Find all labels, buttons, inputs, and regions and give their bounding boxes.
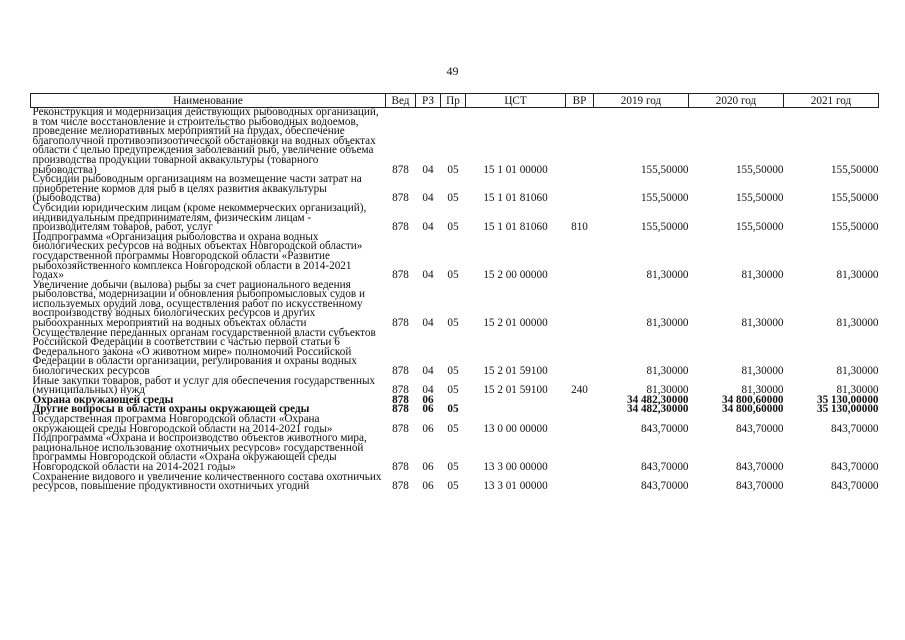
- row-cst: 15 2 00 00000: [483, 269, 548, 282]
- row-cst: 15 2 01 59100: [483, 384, 548, 397]
- row-pr: 05: [447, 460, 459, 473]
- row-cst: [466, 396, 566, 406]
- row-2019: 843,70000: [640, 460, 689, 473]
- row-ved: 878: [392, 422, 409, 435]
- row-ved: 878: [392, 480, 409, 493]
- row-2019: 843,70000: [640, 480, 689, 493]
- row-cst: 15 1 01 00000: [483, 163, 548, 176]
- row-rz: 04: [422, 221, 434, 234]
- row-pr: 05: [447, 403, 459, 416]
- row-vr: [566, 434, 594, 472]
- row-cst: 13 3 01 00000: [483, 480, 548, 493]
- row-2020: 843,70000: [735, 460, 784, 473]
- row-vr: [566, 415, 594, 434]
- row-2019: 34 482,30000: [626, 393, 689, 406]
- row-name: Реконструкция и модернизация действующих рыбоводных организаций, в том числе восстановление и строительство рыбоводных водоемов, проведение мелиоративных мероприятий на прудах, обеспечение благополучной противоэпизоотической обстановки на водных объектах области с целью предупреждения заболеваний рыб, увеличение объема производства продукции товарной аквакультуры (товарного рыбоводства): [32, 106, 379, 176]
- header-vr: ВР: [566, 94, 594, 108]
- row-cst: 13 0 00 00000: [483, 422, 548, 435]
- row-2021: 81,30000: [836, 365, 879, 378]
- row-2019: 81,30000: [646, 269, 689, 282]
- row-2020: 81,30000: [741, 269, 784, 282]
- row-2020: 81,30000: [741, 317, 784, 330]
- row-ved: 878: [392, 317, 409, 330]
- row-pr: 05: [447, 365, 459, 378]
- row-2020: 155,50000: [735, 163, 784, 176]
- row-vr: 240: [571, 384, 588, 397]
- row-2020: 843,70000: [735, 422, 784, 435]
- row-name: Государственная программа Новгородской области «Охрана окружающей среды Новгородской области на 2014-2021 годы»: [32, 413, 333, 435]
- header-2021: 2021 год: [784, 94, 879, 108]
- row-2020: 843,70000: [735, 480, 784, 493]
- row-rz: 06: [422, 480, 434, 493]
- table-row: [31, 377, 879, 396]
- row-pr: 05: [447, 317, 459, 330]
- header-rz: РЗ: [416, 94, 441, 108]
- row-ved: 878: [392, 365, 409, 378]
- row-2020: 155,50000: [735, 192, 784, 205]
- row-2021: 155,50000: [830, 163, 879, 176]
- row-ved: 878: [392, 221, 409, 234]
- header-2020: 2020 год: [689, 94, 784, 108]
- header-name: Наименование: [31, 94, 386, 108]
- row-cst: 15 2 01 00000: [483, 317, 548, 330]
- row-pr: 05: [447, 269, 459, 282]
- row-2020: 34 800,60000: [721, 403, 784, 416]
- row-2021: 843,70000: [830, 460, 879, 473]
- row-name: Иные закупки товаров, работ и услуг для обеспечения государственных (муниципальных) нужд: [32, 374, 376, 397]
- budget-table: [30, 93, 879, 492]
- table-row: [31, 175, 879, 204]
- table-row: [31, 329, 879, 377]
- row-cst: 15 1 01 81060: [483, 221, 548, 234]
- row-rz: 06: [422, 393, 434, 406]
- row-pr: 05: [447, 480, 459, 493]
- row-name: Подпрограмма «Охрана и воспроизводство объектов животного мира, рациональное использование охотничьих ресурсов» государственной программы Новгородской области «Охрана окружающей среды Новгородской области на 2014-2021 годы»: [32, 432, 367, 473]
- row-2020: 81,30000: [741, 365, 784, 378]
- row-vr: [566, 175, 594, 204]
- row-2019: 155,50000: [640, 221, 689, 234]
- row-rz: 04: [422, 269, 434, 282]
- row-2019: 843,70000: [640, 422, 689, 435]
- row-cst: 15 2 01 59100: [483, 365, 548, 378]
- table-row: [31, 281, 879, 329]
- row-vr: [566, 233, 594, 281]
- row-name: Охрана окружающей среды: [32, 393, 174, 406]
- header-ved: Вед: [386, 94, 416, 108]
- row-name: Другие вопросы в области охраны окружающей среды: [32, 403, 310, 416]
- row-name: Увеличение добычи (вылова) рыбы за счет рационального ведения рыболовства, модернизации и обновления рыбопромысловых судов и используемых орудий лова, осуществления работ по искусственному воспроизводству водных биологических ресурсов и других рыбоохранных мероприятий на водных объектах области: [32, 278, 366, 330]
- row-vr: 810: [571, 221, 588, 234]
- row-pr: 05: [447, 422, 459, 435]
- row-vr: [566, 281, 594, 329]
- row-pr: 05: [447, 163, 459, 176]
- row-rz: 06: [422, 403, 434, 416]
- row-vr: [566, 473, 594, 492]
- row-name: Субсидии юридическим лицам (кроме некоммерческих организаций), индивидуальным предпринимателям, физическим лицам - производителям товаров, работ, услуг: [32, 201, 367, 234]
- table-row: [31, 473, 879, 492]
- table-row: [31, 434, 879, 472]
- row-ved: 878: [392, 269, 409, 282]
- row-vr: [566, 108, 594, 176]
- table-body: [31, 108, 879, 492]
- row-2021: 81,30000: [836, 317, 879, 330]
- row-cst: 15 1 01 81060: [483, 192, 548, 205]
- row-name: Подпрограмма «Организация рыболовства и охрана водных биологических ресурсов на водных объектах Новгородской области» государственной программы Новгородской области «Развитие рыбохозяйственного комплекса Новгородской области в 2014-2021 годах»: [32, 230, 363, 282]
- row-2019: 81,30000: [646, 317, 689, 330]
- row-ved: 878: [392, 384, 409, 397]
- row-2021: 843,70000: [830, 422, 879, 435]
- table-row: [31, 204, 879, 233]
- table-row: [31, 233, 879, 281]
- row-2021: 81,30000: [836, 269, 879, 282]
- row-2020: 155,50000: [735, 221, 784, 234]
- row-2019: 155,50000: [640, 192, 689, 205]
- row-2020: 81,30000: [741, 384, 784, 397]
- row-2021: 35 130,00000: [816, 393, 879, 406]
- row-rz: 04: [422, 317, 434, 330]
- row-rz: 06: [422, 422, 434, 435]
- row-rz: 04: [422, 384, 434, 397]
- row-2021: 155,50000: [830, 221, 879, 234]
- row-2021: 81,30000: [836, 384, 879, 397]
- row-pr: 05: [447, 221, 459, 234]
- row-2019: 155,50000: [640, 163, 689, 176]
- row-rz: 04: [422, 163, 434, 176]
- row-ved: 878: [392, 403, 409, 416]
- row-2021: 35 130,00000: [816, 403, 879, 416]
- row-rz: 04: [422, 365, 434, 378]
- row-2019: 81,30000: [646, 365, 689, 378]
- row-rz: 06: [422, 460, 434, 473]
- table-row: [31, 108, 879, 176]
- row-name: Субсидии рыбоводным организациям на возмещение части затрат на приобретение кормов для рыб в целях развития аквакультуры (рыбоводства): [32, 173, 362, 205]
- row-pr: 05: [447, 192, 459, 205]
- row-2021: 843,70000: [830, 480, 879, 493]
- header-2019: 2019 год: [594, 94, 689, 108]
- row-name: Сохранение видового и увеличение количественного состава охотничьих ресурсов, повышение продуктивности охотничьих угодий: [32, 470, 382, 493]
- row-ved: 878: [392, 163, 409, 176]
- header-pr: Пр: [441, 94, 466, 108]
- header-cst: ЦСТ: [466, 94, 566, 108]
- row-2021: 155,50000: [830, 192, 879, 205]
- row-vr: [566, 405, 594, 415]
- row-2019: 34 482,30000: [626, 403, 689, 416]
- row-ved: 878: [392, 460, 409, 473]
- row-ved: 878: [392, 393, 409, 406]
- row-name: Осуществление переданных органам государственной власти субъектов Российской Федерации в соответствии с частью первой статьи 6 Федерального закона «О животном мире» полномочий Российской Федерации в области организации, регулирования и охраны водных биологических ресурсов: [32, 326, 376, 378]
- row-cst: 13 3 00 00000: [483, 460, 548, 473]
- row-ved: 878: [392, 192, 409, 205]
- row-pr: 05: [447, 384, 459, 397]
- row-vr: [566, 396, 594, 406]
- row-2020: 34 800,60000: [721, 393, 784, 406]
- row-2019: 81,30000: [646, 384, 689, 397]
- row-cst: [466, 405, 566, 415]
- row-rz: 04: [422, 192, 434, 205]
- row-vr: [566, 329, 594, 377]
- page-number: 49: [446, 64, 459, 78]
